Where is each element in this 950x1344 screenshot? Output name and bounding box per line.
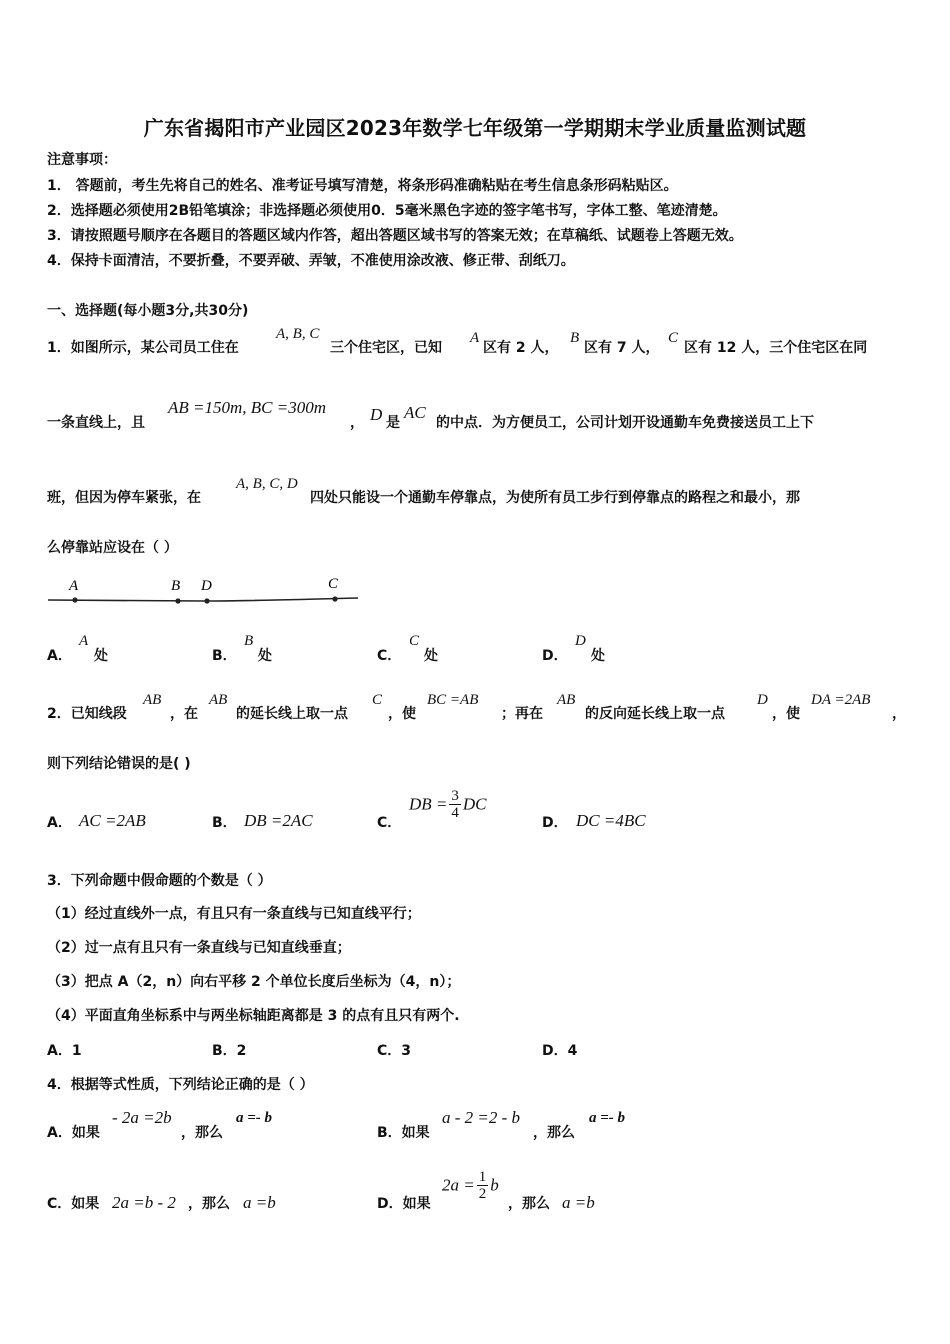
option-a-key: A．如果 [47, 1125, 100, 1141]
question-1-line: 是 [386, 415, 400, 431]
option-b-var: B [244, 633, 254, 649]
question-2-text: ；再在 [501, 706, 543, 722]
fraction-denominator: 4 [451, 805, 459, 821]
option-d-expr: DC =4BC [576, 811, 646, 830]
option-d-post: b [490, 1175, 499, 1195]
question-2-text: 则下列结论错误的是( ) [47, 756, 191, 772]
point-a [72, 597, 77, 602]
fraction [477, 1169, 489, 1202]
fraction-numerator: 3 [451, 788, 459, 804]
option-c-var: C [409, 633, 420, 649]
point-label-b: B [171, 578, 181, 594]
question-1-line: 班，但因为停车紧张，在 [47, 490, 201, 506]
point-c [332, 596, 337, 601]
option-b-result: a =- b [589, 1110, 626, 1126]
option-c-result: a =b [243, 1193, 276, 1212]
option-c-post: DC [462, 794, 487, 814]
page-title: 广东省揭阳市产业园区2023年数学七年级第一学期期末学业质量监测试题 [143, 116, 807, 140]
math-expr: AB [209, 692, 228, 708]
notice-item: 4．保持卡面清洁，不要折叠，不要弄破、弄皱，不准使用涂改液、修正带、刮纸刀。 [47, 253, 575, 269]
option-b-suffix: 处 [258, 648, 272, 664]
point-label-a: A [69, 578, 79, 594]
question-2-text: ，使 [388, 706, 416, 722]
math-expr: D [757, 692, 768, 708]
option-b-then: ，那么 [533, 1125, 575, 1141]
option-d-result: a =b [562, 1193, 595, 1212]
point-d [204, 598, 209, 603]
question-2-text: 的反向延长线上取一点 [585, 706, 725, 722]
option-a-key: A． [47, 815, 72, 831]
question-3-option-a: A．1 [47, 1043, 82, 1059]
option-c-suffix: 处 [424, 648, 438, 664]
question-2-text: ，使 [772, 706, 800, 722]
fraction [449, 788, 461, 821]
option-b-expr: DB =2AC [244, 811, 313, 830]
fraction-denominator: 2 [478, 1186, 487, 1202]
question-2-text: ， [892, 706, 906, 722]
question-1-line: 区有 7 人， [584, 340, 660, 356]
option-c-condition: 2a =b - 2 [112, 1193, 176, 1212]
option-a-var: A [79, 633, 89, 649]
point-label-c: C [328, 576, 339, 592]
math-expr: AB [557, 692, 576, 708]
notice-item: 1． 答题前，考生先将自己的姓名、准考证号填写清楚，将条形码准确粘贴在考生信息条形码粘贴区。 [47, 178, 678, 194]
question-1-line: 一条直线上，且 [47, 415, 145, 431]
notice-item: 2．选择题必须使用2B铅笔填涂；非选择题必须使用0．5毫米黑色字迹的签字笔书写，字体工整、笔迹清楚。 [47, 203, 727, 219]
option-c-key: C． [377, 815, 402, 831]
option-a-key: A． [47, 648, 72, 664]
math-expr: DA =2AB [811, 692, 871, 708]
math-expr: C [372, 692, 383, 708]
option-d-suffix: 处 [591, 648, 605, 664]
option-c-then: ，那么 [188, 1196, 230, 1212]
question-4-stem: 4．根据等式性质，下列结论正确的是（ ） [47, 1077, 314, 1093]
math-expr: AC [404, 403, 426, 422]
option-a-suffix: 处 [94, 648, 108, 664]
math-expr: C [668, 330, 679, 346]
question-3-item: （1）经过直线外一点，有且只有一条直线与已知直线平行； [47, 906, 421, 922]
option-a-condition: - 2a =2b [112, 1108, 172, 1127]
math-expr: A, B, C [276, 326, 320, 342]
option-b-key: B． [212, 648, 237, 664]
option-c-pre: DB = [409, 794, 448, 814]
question-1-line: 的中点．为方便员工，公司计划开设通勤车免费接送员工上下 [436, 415, 814, 431]
math-expr: B [570, 330, 580, 346]
math-expr: BC =AB [427, 692, 479, 708]
question-3-item: （2）过一点有且只有一条直线与已知直线垂直； [47, 940, 351, 956]
math-expr: A [470, 330, 480, 346]
notice-heading: 注意事项： [47, 152, 117, 168]
option-c-key: C．如果 [47, 1196, 100, 1212]
question-1-line: 1．如图所示，某公司员工住在 [47, 340, 239, 356]
question-1-line: 么停靠站应设在（ ） [47, 540, 178, 556]
math-expr: A, B, C, D [236, 476, 298, 492]
question-3-option-c: C．3 [377, 1043, 412, 1059]
question-3-stem: 3．下列命题中假命题的个数是（ ） [47, 873, 272, 889]
option-d-key: D． [542, 815, 568, 831]
question-3-item: （3）把点 A（2，n）向右平移 2 个单位长度后坐标为（4，n）； [47, 974, 461, 990]
option-c-expr [409, 788, 487, 821]
math-expr: AB =150m, BC =300m [168, 398, 326, 417]
option-d-then: ，那么 [508, 1196, 550, 1212]
question-1-line: ， [350, 415, 364, 431]
section-heading: 一、选择题(每小题3分,共30分) [47, 303, 249, 319]
figure-line [48, 598, 358, 601]
question-1-line: 三个住宅区，已知 [330, 340, 442, 356]
line-segment-figure [44, 572, 364, 612]
option-d-key: D．如果 [377, 1196, 431, 1212]
option-d-var: D [575, 633, 586, 649]
question-1-line: 四处只能设一个通勤车停靠点，为使所有员工步行到停靠点的路程之和最小，那 [310, 490, 800, 506]
question-1-line: 区有 12 人，三个住宅区在同 [684, 340, 868, 356]
notice-item: 3．请按照题号顺序在各题目的答题区域内作答，超出答题区域书写的答案无效；在草稿纸、试题卷上答题无效。 [47, 228, 743, 244]
question-2-text: 的延长线上取一点 [236, 706, 348, 722]
fraction-numerator: 1 [478, 1169, 487, 1185]
option-b-key: B．如果 [377, 1125, 430, 1141]
question-3-item: （4）平面直角坐标系中与两坐标轴距离都是 3 的点有且只有两个. [47, 1008, 460, 1024]
question-2-text: 2．已知线段 [47, 706, 127, 722]
option-c-key: C． [377, 648, 402, 664]
option-a-expr: AC =2AB [79, 811, 146, 830]
math-expr: D [370, 405, 383, 424]
option-a-then: ，那么 [181, 1125, 223, 1141]
option-a-result: a =- b [236, 1110, 273, 1126]
question-3-option-b: B．2 [212, 1043, 247, 1059]
question-1-line: 区有 2 人， [483, 340, 559, 356]
option-b-key: B． [212, 815, 237, 831]
option-d-condition [442, 1169, 499, 1202]
option-d-key: D． [542, 648, 568, 664]
option-d-pre: 2a = [442, 1175, 475, 1195]
math-expr: AB [143, 692, 162, 708]
question-3-option-d: D．4 [542, 1043, 578, 1059]
question-2-text: ，在 [170, 706, 198, 722]
option-b-condition: a - 2 =2 - b [442, 1108, 521, 1127]
point-b [175, 598, 180, 603]
point-label-d: D [201, 578, 212, 594]
